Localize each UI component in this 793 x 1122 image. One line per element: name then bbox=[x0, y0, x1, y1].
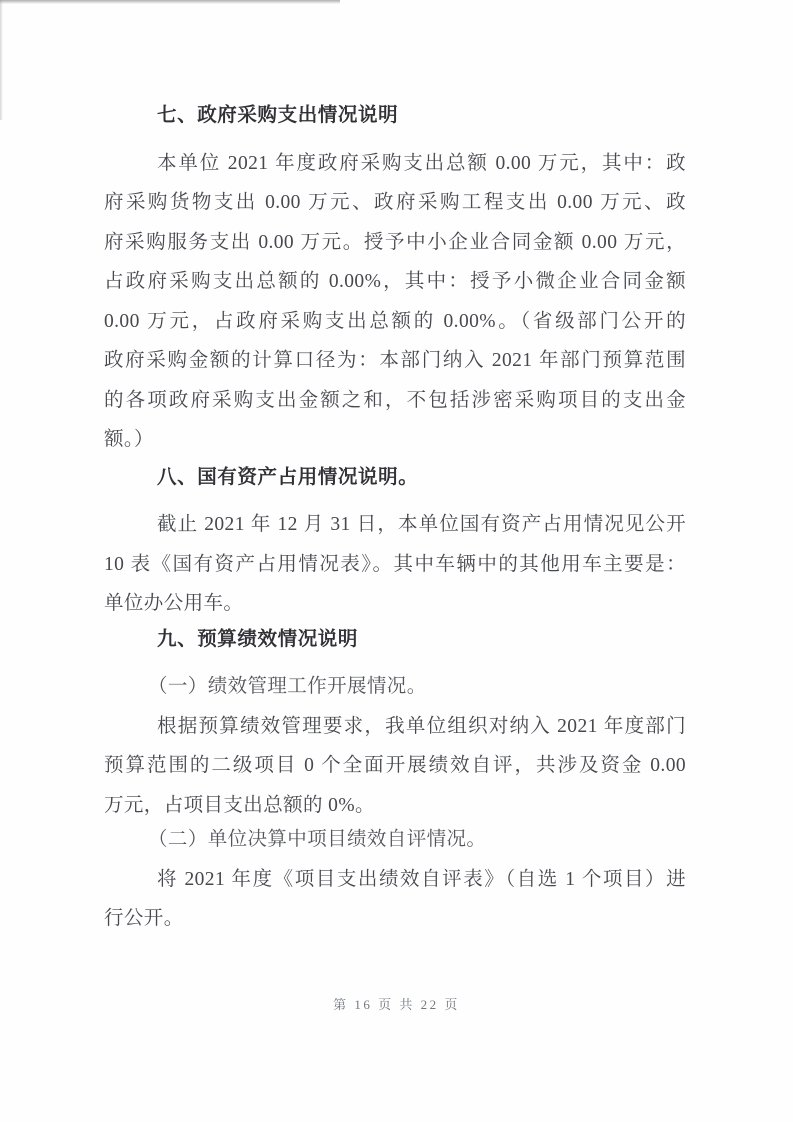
paragraph-performance-management bbox=[104, 707, 686, 826]
text-line: 府采购服务支出 0.00 万元。授予中小企业合同金额 0.00 万元， bbox=[104, 231, 686, 253]
text-line: 占政府采购支出总额的 0.00%，其中：授予小微企业合同金额 bbox=[104, 271, 686, 292]
text-line: 0.00 万元，占政府采购支出总额的 0.00%。（省级部门公开的 bbox=[104, 310, 686, 332]
section-heading-procurement: 七、政府采购支出情况说明 bbox=[157, 104, 399, 126]
text-line: 预算范围的二级项目 0 个全面开展绩效自评，共涉及资金 0.00 bbox=[104, 755, 686, 776]
text-line: 单位办公用车。 bbox=[104, 593, 244, 614]
text-line: 的各项政府采购支出金额之和，不包括涉密采购项目的支出金 bbox=[104, 389, 686, 411]
text-line: 根据预算绩效管理要求，我单位组织对纳入 2021 年度部门 bbox=[157, 715, 686, 737]
sub-heading-self-evaluation: （二）单位决算中项目绩效自评情况。 bbox=[148, 829, 487, 850]
text-line: 将 2021 年度《项目支出绩效自评表》（自选 1 个项目）进 bbox=[157, 868, 686, 890]
text-line: 行公开。 bbox=[104, 908, 184, 929]
text-line: 10 表《国有资产占用情况表》。其中车辆中的其他用车主要是： bbox=[104, 553, 686, 575]
paragraph-procurement bbox=[104, 144, 686, 460]
text-line: 截止 2021 年 12 月 31 日，本单位国有资产占用情况见公开 bbox=[157, 514, 686, 535]
text-line: 府采购货物支出 0.00 万元、政府采购工程支出 0.00 万元、政 bbox=[104, 192, 686, 213]
scan-edge-artifact-left bbox=[0, 0, 3, 120]
section-heading-budget-performance: 九、预算绩效情况说明 bbox=[157, 627, 359, 650]
document-body bbox=[104, 96, 686, 939]
text-line: 万元，占项目支出总额的 0%。 bbox=[104, 794, 375, 816]
page-number-footer: 第 16 页 共 22 页 bbox=[333, 997, 460, 1012]
paragraph-self-evaluation bbox=[104, 860, 686, 939]
section-heading-state-assets: 八、国有资产占用情况说明。 bbox=[157, 465, 419, 488]
text-line: 额。） bbox=[104, 429, 154, 450]
text-line: 本单位 2021 年度政府采购支出总额 0.00 万元，其中：政 bbox=[157, 152, 686, 174]
scan-edge-artifact bbox=[0, 0, 340, 4]
paragraph-state-assets bbox=[104, 505, 686, 624]
sub-heading-performance-management: （一）绩效管理工作开展情况。 bbox=[148, 676, 427, 697]
text-line: 政府采购金额的计算口径为：本部门纳入 2021 年部门预算范围 bbox=[104, 350, 686, 371]
